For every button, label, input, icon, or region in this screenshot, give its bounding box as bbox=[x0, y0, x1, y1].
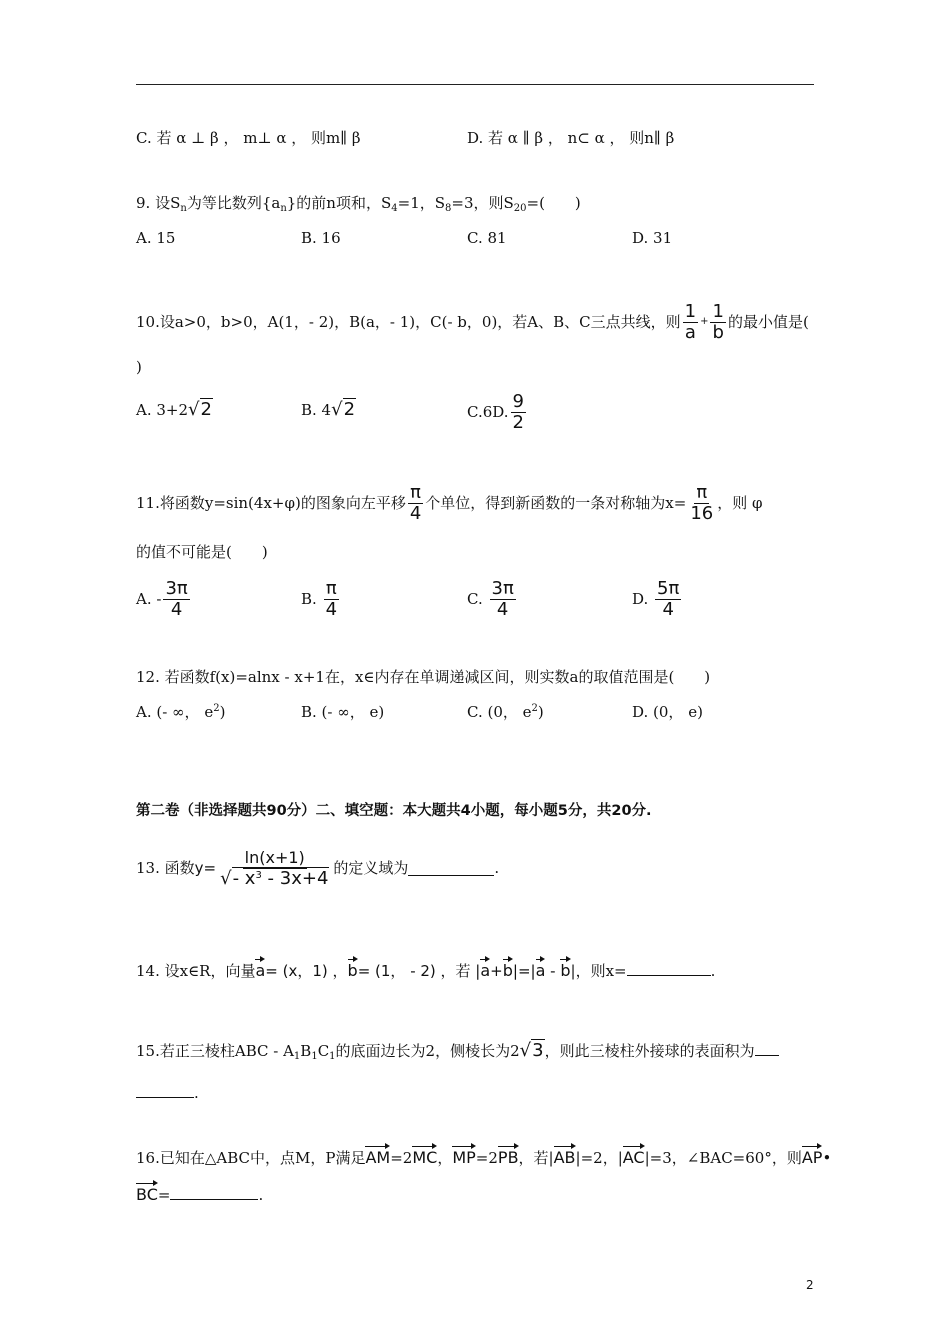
question-15-cont: . bbox=[136, 1083, 199, 1103]
q10-close-paren: ) bbox=[136, 358, 142, 376]
question-10: 10.设a>0，b>0，A(1，- 2)，B(a，- 1)，C(- b，0)，若A、B、C三点共线，则 $\frac{1}{a}$ + $\frac{1}{b}$ 的最小值是( bbox=[136, 300, 809, 343]
question-11: 11.将函数y=sin(4x+φ)的图象向左平移 $\frac{\pi}{4}$ 个单位，得到新函数的一条对称轴为x= $\frac{\pi}{16}$ ，则 φ bbox=[136, 481, 763, 524]
fraction-1-over-b: $\frac{1}{b}$ bbox=[712, 300, 724, 343]
q12-option-d: D. (0， e) bbox=[632, 703, 703, 721]
answer-blank-15b[interactable] bbox=[136, 1083, 194, 1098]
question-9: 9. 设$S_n$为等比数列$\{a_n\}$的前n项和，$S_4=1$，$S_8=3$，则$S_{20}=$( ) bbox=[136, 194, 581, 214]
question-16-cont: BC= . bbox=[136, 1185, 264, 1204]
fraction-pi-over-16: $\frac{\pi}{16}$ bbox=[690, 481, 714, 524]
q10-option-a: A. 3+2√2 bbox=[136, 399, 212, 420]
q12-option-a: A. (- ∞， $e^2$) bbox=[136, 703, 226, 721]
q10-option-cd: C.6D. $\frac{9}{2}$ bbox=[467, 390, 524, 433]
q9-option-a: A. 15 bbox=[136, 229, 176, 247]
q11-option-b: B. $\frac{\pi}{4}$ bbox=[301, 577, 338, 620]
question-15: 15.若正三棱柱ABC - $A_1B_1C_1$的底面边长为2，侧棱长为2√3，则此三棱柱外接球的表面积为 bbox=[136, 1041, 779, 1061]
q11-option-d: D. $\frac{5\pi}{4}$ bbox=[632, 577, 680, 620]
fraction-ln-over-sqrt: $\frac{\ln(x+1)}{√- x^3 - 3x+4}$ bbox=[220, 847, 329, 889]
header-rule bbox=[136, 84, 814, 85]
question-14: 14. 设x∈R，向量a= (x，1) ，b= (1， - 2) ，若 |a+b|=|a - b|，则x= . bbox=[136, 961, 716, 980]
fraction-1-over-a: $\frac{1}{a}$ bbox=[684, 300, 697, 343]
q12-option-b: B. (- ∞， e) bbox=[301, 703, 385, 721]
q9-option-d: D. 31 bbox=[632, 229, 673, 247]
q12-option-c: C. (0， $e^2$) bbox=[467, 703, 544, 721]
fraction-pi-over-4: $\frac{\pi}{4}$ bbox=[409, 481, 422, 524]
question-12: 12. 若函数f(x)=alnx - x+1在，x∈内存在单调递减区间，则实数a的取值范围是( ) bbox=[136, 668, 711, 686]
q10-option-b: B. 4√2 bbox=[301, 399, 356, 420]
q9-option-c: C. 81 bbox=[467, 229, 507, 247]
question-16: 16.已知在△ABC中，点M，P满足AM=2MC，MP=2PB，若|AB|=2，|AC|=3，∠BAC=60°，则AP• bbox=[136, 1148, 832, 1167]
question-11-cont: 的值不可能是( ) bbox=[136, 543, 268, 561]
q9-option-b: B. 16 bbox=[301, 229, 341, 247]
answer-blank-16[interactable] bbox=[170, 1185, 258, 1200]
q8-option-c: C. 若 α ⊥ β ， m⊥ α ， 则m∥ β bbox=[136, 129, 361, 147]
q11-option-c: C. $\frac{3\pi}{4}$ bbox=[467, 577, 514, 620]
answer-blank-13[interactable] bbox=[408, 861, 494, 876]
q8-option-d: D. 若 α ∥ β ， n⊂ α ， 则n∥ β bbox=[467, 129, 675, 147]
answer-blank-15a[interactable] bbox=[755, 1041, 779, 1056]
answer-blank-14[interactable] bbox=[627, 961, 711, 976]
page-number: 2 bbox=[806, 1278, 814, 1292]
question-13: 13. 函数 y= $\frac{\ln(x+1)}{√- x^3 - 3x+4}$ 的定义域为 . bbox=[136, 847, 500, 889]
q11-option-a: A. - $\frac{3\pi}{4}$ bbox=[136, 577, 188, 620]
fraction-9-over-2: $\frac{9}{2}$ bbox=[512, 390, 524, 433]
section-2-heading: 第二卷（非选择题共90分）二、填空题：本大题共4小题，每小题5分，共20分. bbox=[136, 803, 652, 819]
